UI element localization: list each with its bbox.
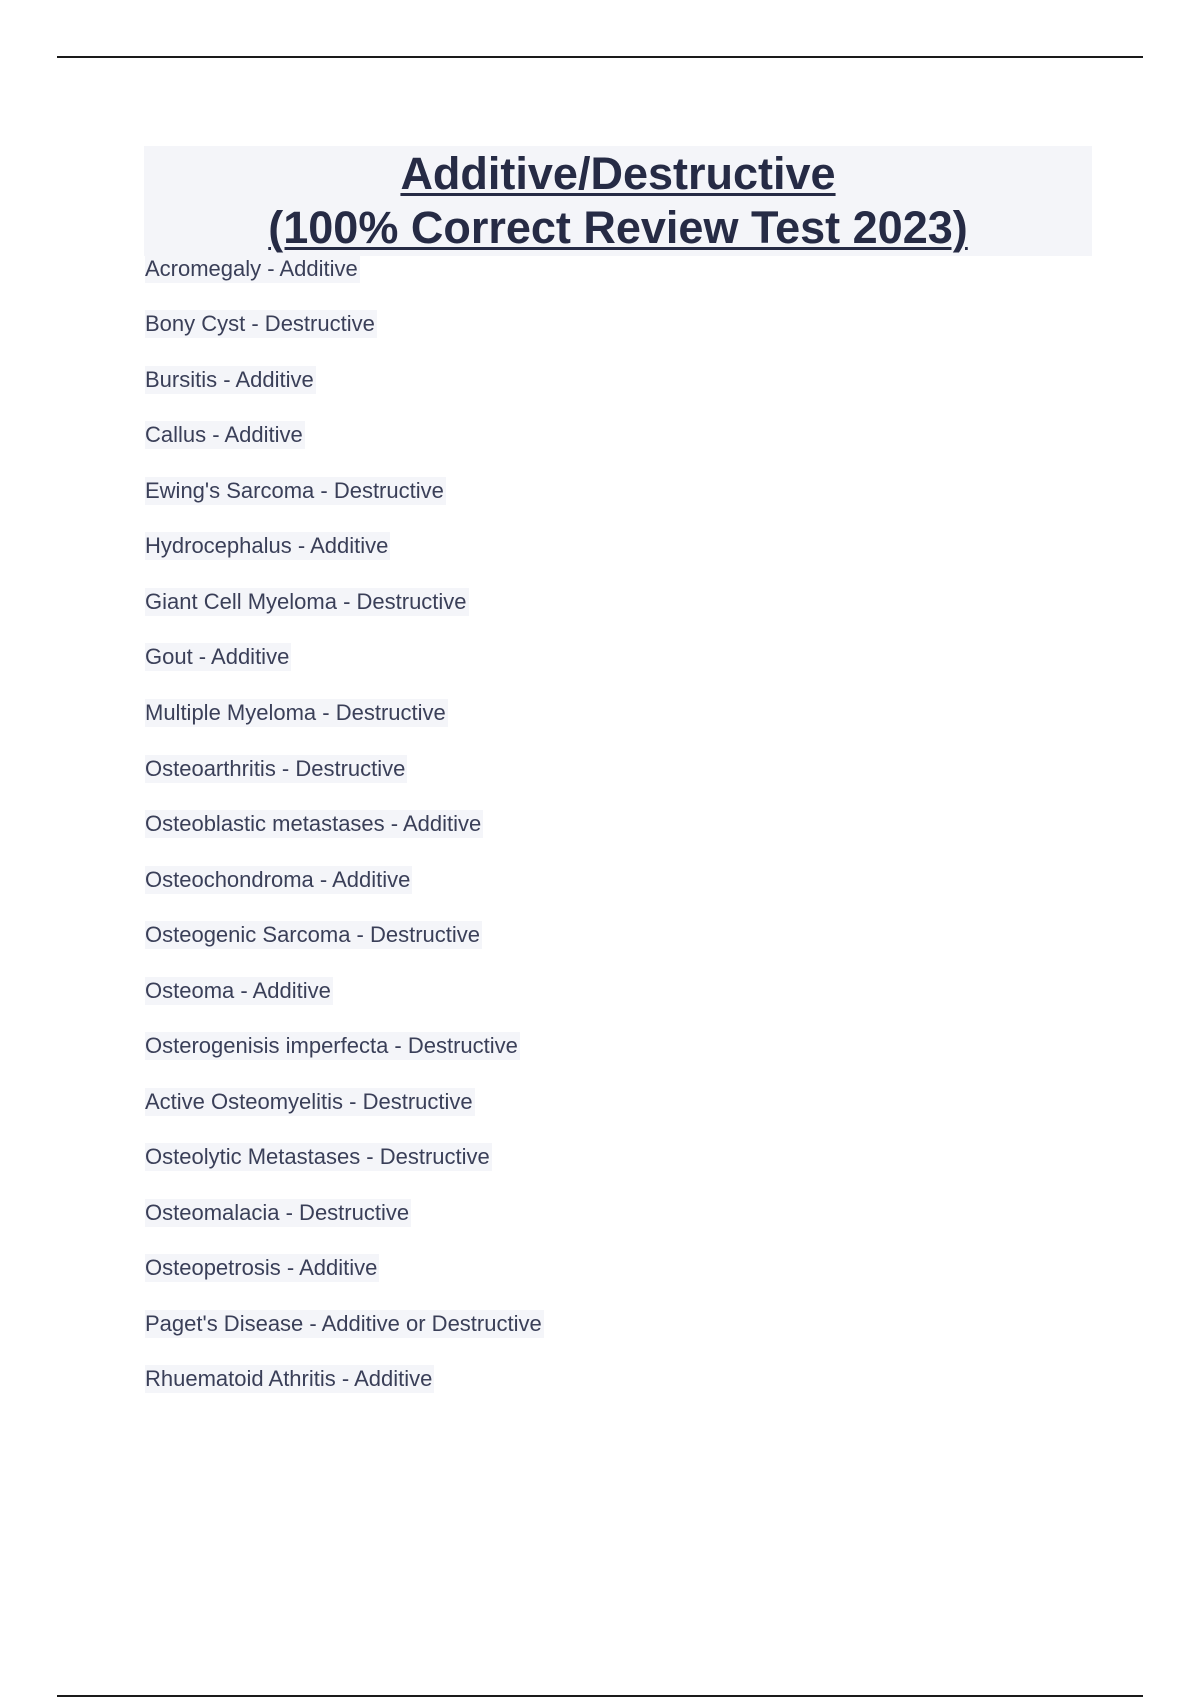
list-item: Bony Cyst - Destructive xyxy=(145,311,375,336)
list-item: Multiple Myeloma - Destructive xyxy=(145,700,446,725)
list-item: Active Osteomyelitis - Destructive xyxy=(145,1089,473,1114)
list-item: Ewing's Sarcoma - Destructive xyxy=(145,478,444,503)
title-line-1: Additive/Destructive xyxy=(400,148,836,199)
top-rule xyxy=(57,56,1143,58)
list-item: Acromegaly - Additive xyxy=(145,256,358,281)
list-item: Osteomalacia - Destructive xyxy=(145,1200,410,1225)
document-title xyxy=(144,146,1092,256)
bottom-rule xyxy=(57,1695,1143,1697)
list-item: Callus - Additive xyxy=(145,422,303,447)
list-item: Osteopetrosis - Additive xyxy=(145,1255,378,1280)
list-item: Osteochondroma - Additive xyxy=(145,867,411,892)
list-item: Osterogenisis imperfecta - Destructive xyxy=(145,1033,518,1058)
list-item: Osteoblastic metastases - Additive xyxy=(145,811,482,836)
list-item: Osteoarthritis - Destructive xyxy=(145,756,406,781)
list-item: Rhuematoid Athritis - Additive xyxy=(145,1366,433,1391)
title-line-2: (100% Correct Review Test 2023) xyxy=(268,202,968,253)
list-item: Giant Cell Myeloma - Destructive xyxy=(145,589,467,614)
list-item: Gout - Additive xyxy=(145,644,290,669)
list-item: Bursitis - Additive xyxy=(145,367,314,392)
list-item: Osteogenic Sarcoma - Destructive xyxy=(145,922,481,947)
list-item: Osteoma - Additive xyxy=(145,978,331,1003)
list-item: Paget's Disease - Additive or Destructive xyxy=(145,1311,542,1336)
list-item: Osteolytic Metastases - Destructive xyxy=(145,1144,490,1169)
list-item: Hydrocephalus - Additive xyxy=(145,533,389,558)
